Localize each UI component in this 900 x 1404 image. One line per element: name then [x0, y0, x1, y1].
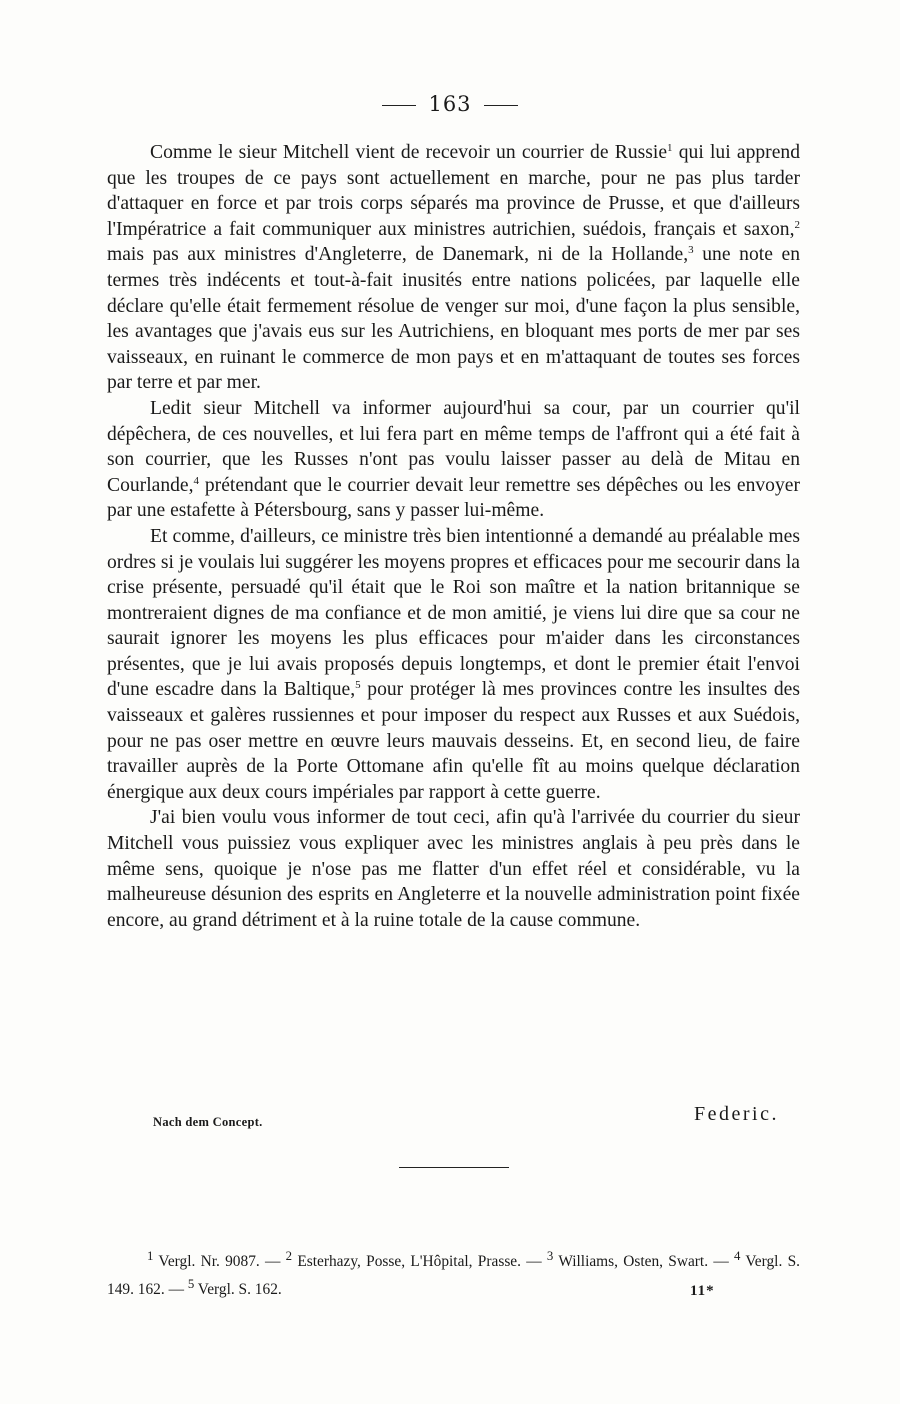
sheet-signature: 11*	[690, 1283, 715, 1299]
footnote-separator	[399, 1167, 509, 1168]
paragraph	[107, 805, 800, 933]
page-number	[0, 92, 900, 116]
page-number-value: 163	[428, 92, 472, 116]
text-run: Williams, Osten, Swart. —	[553, 1253, 734, 1271]
footnote-marker: 1	[667, 142, 673, 154]
page-number-dash-right	[484, 105, 518, 106]
text-run: pour protéger là mes provinces contre les insultes des vaisseaux et galères russiennes et pour imposer du respect aux Russes et aux Suédois, pour ne pas oser mettre en œuvre leurs mauvais desseins. Et, en second lieu, de faire travailler auprès de la Porte Ottomane afin qu'elle fît au moins quelque déclaration énergique aux deux cours impériales par rapport à cette guerre.	[107, 679, 800, 803]
source-note: Nach dem Concept.	[153, 1115, 263, 1129]
text-run: J'ai bien voulu vous informer de tout ceci, afin qu'à l'arrivée du courrier du sieur Mitchell vous puissiez vous expliquer avec les ministres anglais à peu près dans le même sens, quoique je n'ose pas me flatter d'un effet réel et considérable, vu la malheureuse désunion des esprits en Angleterre et la nouvelle administration point fixée encore, au grand détriment et à la ruine totale de la cause commune.	[107, 807, 800, 931]
letter-body	[107, 140, 800, 933]
footnote-marker: 2	[285, 1249, 293, 1263]
signoff	[107, 1103, 800, 1133]
paragraph	[107, 396, 800, 524]
text-run: une note en termes très indécents et tout-à-fait inusités entre nations policées, par laquelle elle déclare qu'elle était fermement résolue de venger sur moi, d'une façon la plus sensible, les avantages que j'avais eus sur les Autrichiens, en bloquant mes ports de mer par ses vaisseaux, en ruinant le commerce de mon pays et en m'attaquant de toutes ses forces par terre et par mer.	[107, 244, 801, 394]
footnote-marker: 3	[688, 244, 694, 257]
text-run: prétendant que le courrier devait leur remettre ses dépêches ou les envoyer par une estafette à Pétersbourg, sans y passer lui-même.	[107, 474, 800, 522]
signature: Federic.	[694, 1103, 779, 1125]
text-run: qui lui apprend que les troupes de ce pays sont actuellement en marche, pour ne pas plus tarder d'attaquer en force et par trois corps séparés ma province de Prusse, et que d'ailleurs l'Impératrice a fait communiquer aux ministres autrichien, suédois, français et saxon,	[107, 142, 800, 240]
footnote-marker: 5	[355, 679, 361, 692]
text-run: Esterhazy, Posse, L'Hôpital, Prasse. —	[292, 1253, 547, 1271]
text-run: Vergl. S. 149. 162. —	[107, 1253, 800, 1299]
text-run: Vergl. Nr. 9087. —	[153, 1253, 286, 1271]
footnote-marker: 5	[187, 1277, 195, 1292]
text-run: Et comme, d'ailleurs, ce ministre très bien intentionné a demandé au préalable mes ordres si je voulais lui suggérer les moyens propres et efficaces pour me secourir dans la crise présente, persuadé qu'il était que le Roi son maître et la nation britannique se montreraient dignes de ma confiance et de mon amitié, je viens lui dire que sa cour ne saurait ignorer les moyens les plus efficaces pour m'aider dans les circonstances présentes, que je lui avais proposés depuis longtemps, et dont le premier était l'envoi d'une escadre dans la Baltique,	[107, 525, 800, 701]
footnote-marker: 4	[193, 474, 200, 487]
paragraph	[107, 524, 800, 806]
text-run: Ledit sieur Mitchell va informer aujourd'hui sa cour, par un courrier qu'il dépêchera, de ces nouvelles, et lui fera part en même temps de l'affront qui a été fait à son courrier, que les Russes n'ont pas voulu laisser passer au delà de Mitau en Courlande,	[107, 397, 800, 496]
text-run: Comme le sieur Mitchell vient de recevoir un courrier de Russie	[150, 142, 668, 163]
text-run: mais pas aux ministres d'Angleterre, de Danemark, ni de la Hollande,	[107, 244, 689, 266]
footnote-marker: 4	[733, 1249, 741, 1263]
footnote-marker: 3	[546, 1249, 554, 1263]
paragraph	[107, 140, 800, 396]
page-number-dash-left	[382, 105, 416, 106]
footnote-marker: 1	[147, 1249, 154, 1263]
text-run: Vergl. S. 162.	[194, 1281, 282, 1299]
footnote-marker: 2	[794, 218, 800, 231]
